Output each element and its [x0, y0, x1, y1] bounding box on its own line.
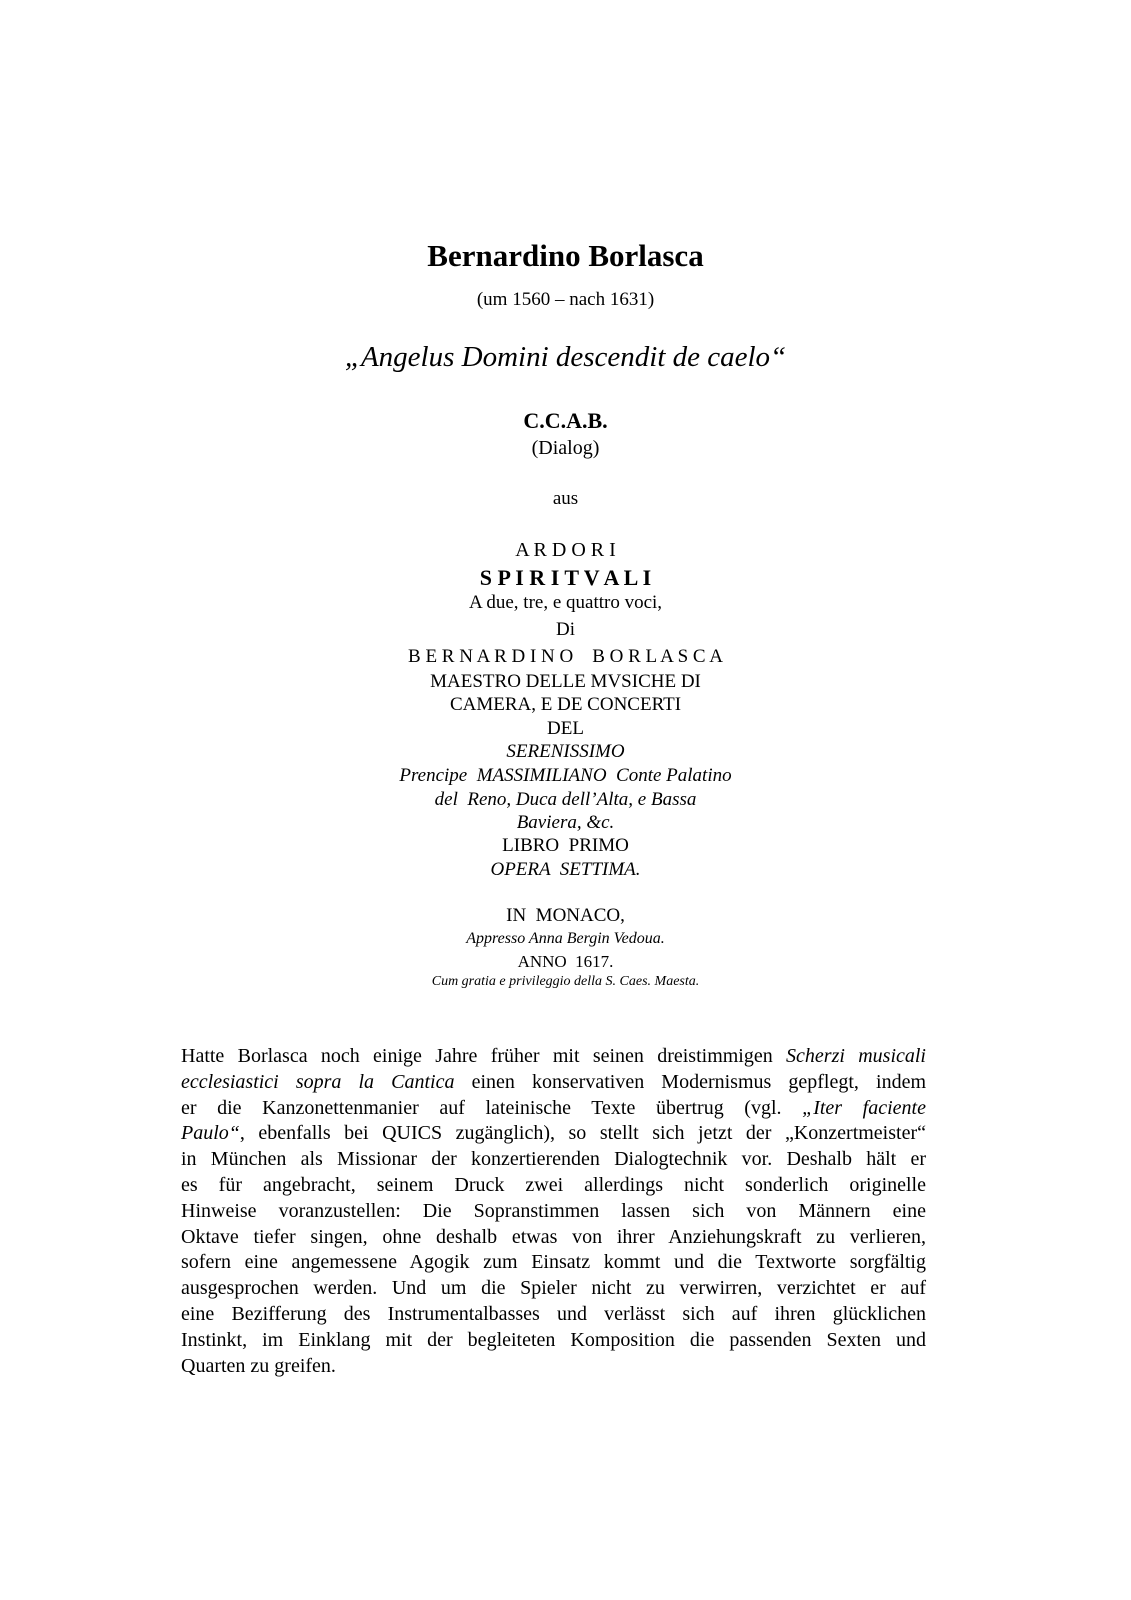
paragraph-line [181, 1225, 926, 1251]
commentary-paragraph [181, 1044, 926, 1379]
paragraph-text: Hatte Borlasca noch einige Jahre früher mit seinen dreistimmigen [181, 1045, 787, 1067]
paragraph-line [181, 1044, 926, 1070]
titlepage-l8: DEL [547, 718, 584, 739]
titlepage-l14: OPERA SETTIMA. [490, 859, 641, 880]
titlepage-l7: CAMERA, E DE CONCERTI [449, 694, 682, 715]
titlepage-l5: B E R N A R D I N O B O R L A S C A [408, 646, 723, 667]
paragraph-line [181, 1328, 926, 1354]
paragraph-line [181, 1121, 926, 1147]
titlepage-l13: LIBRO PRIMO [502, 835, 629, 856]
paragraph-line [181, 1199, 926, 1225]
voicing: C.C.A.B. [523, 408, 608, 433]
paragraph-line [181, 1147, 926, 1173]
italic-title-text: Scherzi musicali [786, 1045, 926, 1067]
titlepage-l9: SERENISSIMO [506, 741, 625, 762]
titlepage-l1: A R D O R I [515, 539, 616, 561]
paragraph-text: eine Bezifferung des Instrumentalbasses und verlässt sich auf ihren glücklichen [181, 1302, 926, 1325]
paragraph-line [181, 1096, 926, 1122]
paragraph-text: es für angebracht, seinem Druck zwei allerdings nicht sonderlich originelle [181, 1173, 926, 1196]
titlepage-l4: Di [556, 619, 575, 640]
genre: (Dialog) [531, 437, 600, 459]
paragraph-line [181, 1173, 926, 1199]
paragraph-text: in München als Missionar der konzertierenden Dialogtechnik vor. Deshalb hält er [181, 1148, 926, 1171]
italic-title-text: Paulo“ [181, 1122, 240, 1145]
paragraph-text: , ebenfalls bei QUICS zugänglich), so stellt sich jetzt der „Konzertmeister“ [239, 1122, 926, 1145]
titlepage-l18: Cum gratia e privileggio della S. Caes. Maesta. [431, 974, 700, 989]
paragraph-text: Quarten zu greifen. [181, 1354, 336, 1377]
from-label: aus [552, 488, 579, 509]
titlepage-l15: IN MONACO, [506, 905, 625, 926]
paragraph-text: Instinkt, im Einklang mit der begleiteten Komposition die passenden Sexten und [181, 1328, 926, 1351]
composer-dates: (um 1560 – nach 1631) [476, 289, 655, 310]
titlepage-l3: A due, tre, e quattro voci, [468, 592, 663, 613]
titlepage-l16: Appresso Anna Bergin Vedoua. [466, 930, 665, 947]
titlepage-l11: del Reno, Duca dell’Alta, e Bassa [434, 789, 697, 810]
paragraph-line [181, 1354, 926, 1380]
paragraph-text: sofern eine angemessene Agogik zum Einsatz kommt und die Textworte sorgfältig [181, 1251, 926, 1274]
paragraph-line [181, 1070, 926, 1096]
italic-title-text: „Iter faciente [802, 1096, 926, 1119]
paragraph-line [181, 1250, 926, 1276]
paragraph-text: ausgesprochen werden. Und um die Spieler nicht zu verwirren, verzichtet er auf [181, 1277, 926, 1300]
paragraph-text: Oktave tiefer singen, ohne deshalb etwas von ihrer Anziehungskraft zu verlieren, [181, 1225, 926, 1248]
paragraph-text: einen konservativen Modernismus gepflegt, indem [454, 1070, 927, 1093]
paragraph-line [181, 1302, 926, 1328]
paragraph-text: er die Kanzonettenmanier auf lateinische Texte übertrug (vgl. [181, 1096, 803, 1119]
titlepage-l12: Baviera, &c. [516, 812, 615, 833]
paragraph-line [181, 1276, 926, 1302]
composer-title: Bernardino Borlasca [427, 238, 704, 273]
work-title: „Angelus Domini descendit de caelo“ [344, 341, 787, 373]
titlepage-l6: MAESTRO DELLE MVSICHE DI [430, 671, 701, 692]
italic-title-text: ecclesiastici sopra la Cantica [181, 1070, 455, 1093]
paragraph-text: Hinweise voranzustellen: Die Sopranstimmen lassen sich von Männern eine [181, 1199, 926, 1222]
titlepage-l17: ANNO 1617. [517, 952, 614, 971]
titlepage-l10: Prencipe MASSIMILIANO Conte Palatino [399, 765, 732, 786]
titlepage-l2: S P I R I T V A L I [479, 565, 652, 590]
